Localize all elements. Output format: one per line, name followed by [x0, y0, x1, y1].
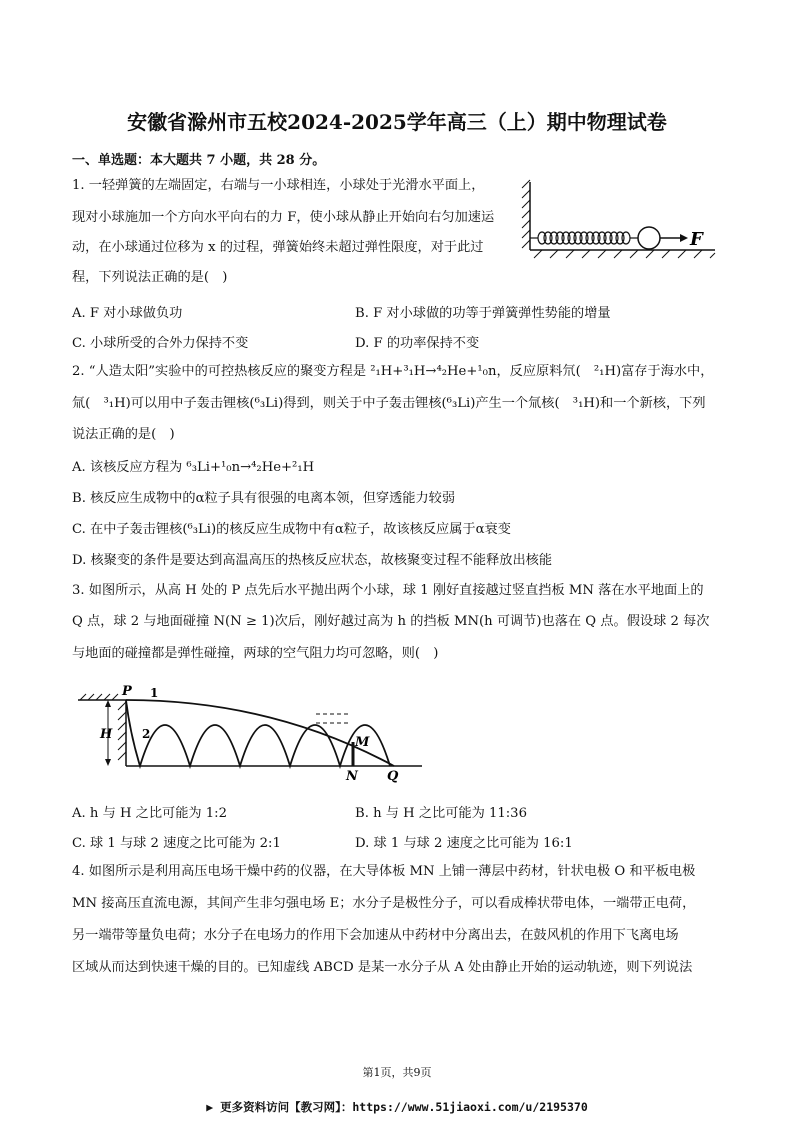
option-c: C. 小球所受的合外力保持不变: [72, 336, 249, 351]
q4-line: 4. 如图所示是利用高压电场干燥中药的仪器，在大导体板 MN 上铺一薄层中药材，针状电极 O 和平板电极: [72, 864, 696, 879]
label-N: N: [346, 769, 358, 784]
label-ball-2: 2: [142, 727, 151, 741]
option-d: D. 球 1 与球 2 速度之比可能为 16:1: [355, 836, 573, 851]
section-heading: 一、单选题：本大题共 7 小题，共 28 分。: [72, 153, 326, 168]
page-footer: 第1页，共9页: [362, 1066, 432, 1079]
option-a: A. h 与 H 之比可能为 1:2: [72, 806, 228, 821]
option-b: B. F 对小球做的功等于弹簧弹性势能的增量: [355, 306, 611, 321]
label-Q: Q: [387, 769, 399, 784]
spring: [530, 232, 638, 244]
q3-line: 3. 如图所示，从高 H 处的 P 点先后水平抛出两个小球，球 1 刚好直接越过竖直挡板 MN 落在水平地面上的: [72, 583, 704, 598]
ball: [638, 227, 660, 249]
label-ball-1: 1: [150, 686, 159, 700]
option-c: C. 在中子轰击锂核(⁶₃Li)的核反应生成物中有α粒子，故该核反应属于α衰变: [72, 522, 511, 537]
q3-line: 与地面的碰撞都是弹性碰撞，两球的空气阻力均可忽略，则( ): [72, 646, 439, 661]
option-d: D. 核聚变的条件是要达到高温高压的热核反应状态，故核聚变过程不能释放出核能: [72, 553, 553, 568]
q1-line: 现对小球施加一个方向水平向右的力 F，使小球从静止开始向右匀加速运: [72, 210, 495, 225]
option-a: A. 该核反应方程为 ⁶₃Li+¹₀n→⁴₂He+²₁H: [72, 460, 315, 475]
page-title: 安徽省滁州市五校2024-2025学年高三（上）期中物理试卷: [127, 110, 667, 134]
option-b: B. 核反应生成物中的α粒子具有很强的电离本领，但穿透能力较弱: [72, 491, 456, 506]
label-P: P: [122, 684, 132, 699]
q2-line: 2. “人造太阳”实验中的可控热核反应的聚变方程是 ²₁H+³₁H→⁴₂He+¹₀n，反应原料氘( ²₁H)富存于海水中，: [72, 364, 714, 379]
q4-line: 区域从而达到快速干燥的目的。已知虚线 ABCD 是某一水分子从 A 处由静止开始的运动轨迹，则下列说法: [72, 960, 693, 975]
q4-line: MN 接高压直流电源，其间产生非匀强电场 E；水分子是极性分子，可以看成棒状带电体，一端带正电荷，: [72, 896, 696, 911]
label-H: H: [100, 727, 113, 742]
ball-2-trajectory: [126, 700, 390, 766]
q2-line: 氚( ³₁H)可以用中子轰击锂核(⁶₃Li)得到，则关于中子轰击锂核(⁶₃Li)产生一个氚核( ³₁H)和一个新核，下列: [72, 396, 706, 411]
q3-line: Q 点，球 2 与地面碰撞 N(N ≥ 1)次后，刚好越过高为 h 的挡板 MN(h 可调节)也落在 Q 点。假设球 2 每次: [72, 614, 710, 629]
force-label: F: [690, 229, 703, 250]
projectile-figure: [72, 680, 452, 785]
option-d: D. F 的功率保持不变: [355, 336, 480, 351]
q2-line: 说法正确的是( ): [72, 427, 175, 442]
q4-line: 另一端带等量负电荷；水分子在电场力的作用下会加速从中药材中分离出去，在鼓风机的作用下飞离电场: [72, 928, 679, 943]
resource-link[interactable]: ▶ 更多资料访问【教习网】：https://www.51jiaoxi.com/u/2195370: [206, 1100, 588, 1114]
q1-line: 程，下列说法正确的是( ): [72, 270, 228, 285]
label-M: M: [355, 735, 370, 750]
option-b: B. h 与 H 之比可能为 11:36: [355, 806, 527, 821]
q1-line: 动，在小球通过位移为 x 的过程，弹簧始终未超过弹性限度，对于此过: [72, 240, 484, 255]
option-c: C. 球 1 与球 2 速度之比可能为 2:1: [72, 836, 281, 851]
spring-ball-figure: [520, 178, 720, 260]
q1-line: 1. 一轻弹簧的左端固定，右端与一小球相连，小球处于光滑水平面上，: [72, 178, 485, 193]
option-a: A. F 对小球做负功: [72, 306, 183, 321]
